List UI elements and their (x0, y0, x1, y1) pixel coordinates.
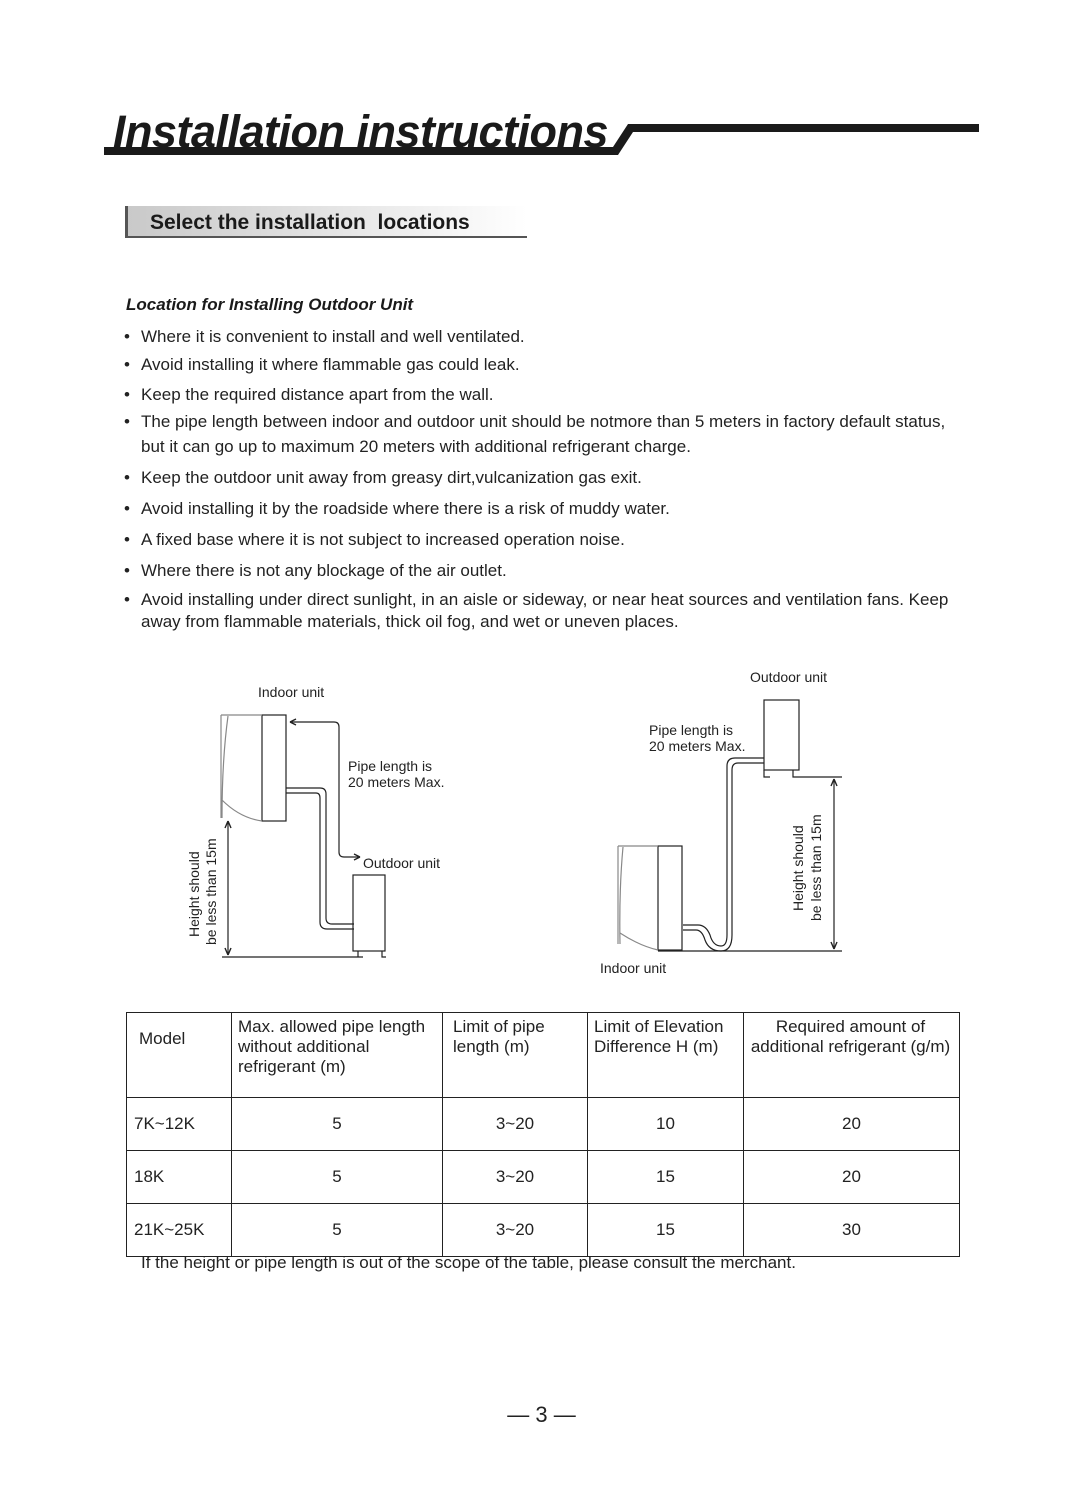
column-header-pipe-length-limit: Limit of pipe length (m) (443, 1013, 588, 1098)
page-number-dash: — (507, 1402, 536, 1427)
pipe-specification-table (126, 1012, 960, 1257)
footnote: If the height or pipe length is out of the scope of the table, please consult the merchant. (141, 1253, 796, 1272)
section-title: Select the installation locations (150, 211, 470, 234)
bullet-item: • Avoid installing it by the roadside where there is a risk of muddy water. (124, 496, 974, 521)
pipe-length-label: Pipe length is (348, 758, 433, 774)
table-row (127, 1204, 960, 1257)
height-label: Height should (186, 851, 202, 937)
upper-floor-line (764, 770, 842, 777)
cell-model: 7K~12K (127, 1098, 232, 1151)
cell-additional-refrigerant: 20 (744, 1098, 960, 1151)
cell-elevation-limit: 15 (588, 1204, 744, 1257)
cell-pipe-length-limit: 3~20 (443, 1151, 588, 1204)
cell-elevation-limit: 10 (588, 1098, 744, 1151)
bullet-item: • Keep the required distance apart from the wall. (124, 382, 974, 407)
table-row (127, 1151, 960, 1204)
bullet-item: • Avoid installing under direct sunlight, in an aisle or sideway, or near heat sources and ventilation fans. Keep away from flammable materials, thick oil fog, and wet or uneven places. (124, 589, 971, 633)
page-title: Installation instructions (113, 106, 609, 157)
table-row (127, 1098, 960, 1151)
cell-elevation-limit: 15 (588, 1151, 744, 1204)
cell-pipe-length-limit: 3~20 (443, 1204, 588, 1257)
pipe-length-label: 20 meters Max. (348, 774, 445, 790)
outdoor-unit-label: Outdoor unit (363, 855, 441, 871)
bullet-item: • Keep the outdoor unit away from greasy dirt,vulcanization gas exit. (124, 465, 974, 490)
pipe-length-label: Pipe length is (649, 722, 734, 738)
bullet-item: • Where it is convenient to install and well ventilated. (124, 324, 974, 349)
cell-max-pipe-length: 5 (232, 1098, 443, 1151)
bullet-item: • Avoid installing it where flammable gas could leak. (124, 352, 974, 377)
column-header-max-pipe-length: Max. allowed pipe length without additional refrigerant (m) (232, 1013, 443, 1098)
page-number-dash: — (547, 1402, 576, 1427)
column-header-elevation-limit: Limit of Elevation Difference H (m) (588, 1013, 744, 1098)
height-label: Height should (790, 825, 806, 911)
cell-model: 21K~25K (127, 1204, 232, 1257)
outdoor-unit-icon (764, 700, 799, 770)
indoor-unit-label: Indoor unit (258, 684, 325, 700)
height-label: be less than 15m (203, 838, 219, 945)
page-number-footer (0, 1402, 1083, 1428)
table-header-row (127, 1013, 960, 1098)
indoor-unit-icon (618, 846, 682, 950)
bullet-item: • Where there is not any blockage of the air outlet. (124, 558, 974, 583)
cell-pipe-length-limit: 3~20 (443, 1098, 588, 1151)
column-header-model: Model (127, 1013, 232, 1098)
cell-max-pipe-length: 5 (232, 1151, 443, 1204)
pipe-length-label: 20 meters Max. (649, 738, 746, 754)
cell-additional-refrigerant: 20 (744, 1151, 960, 1204)
outdoor-unit-label: Outdoor unit (750, 669, 828, 685)
cell-model: 18K (127, 1151, 232, 1204)
bullet-item: • The pipe length between indoor and outdoor unit should be notmore than 5 meters in factory default status, but it can go up to maximum 20 meters with additional refrigerant charge. (124, 409, 961, 459)
column-header-additional-refrigerant: Required amount of additional refrigerant (g/m) (744, 1013, 960, 1098)
height-label: be less than 15m (808, 814, 824, 921)
refrigerant-pipe (683, 758, 764, 946)
cell-additional-refrigerant: 30 (744, 1204, 960, 1257)
page-number: 3 (535, 1402, 548, 1427)
subheading-outdoor-location: Location for Installing Outdoor Unit (126, 295, 414, 314)
cell-max-pipe-length: 5 (232, 1204, 443, 1257)
indoor-unit-label: Indoor unit (600, 960, 667, 976)
bullet-item: • A fixed base where it is not subject to increased operation noise. (124, 527, 974, 552)
